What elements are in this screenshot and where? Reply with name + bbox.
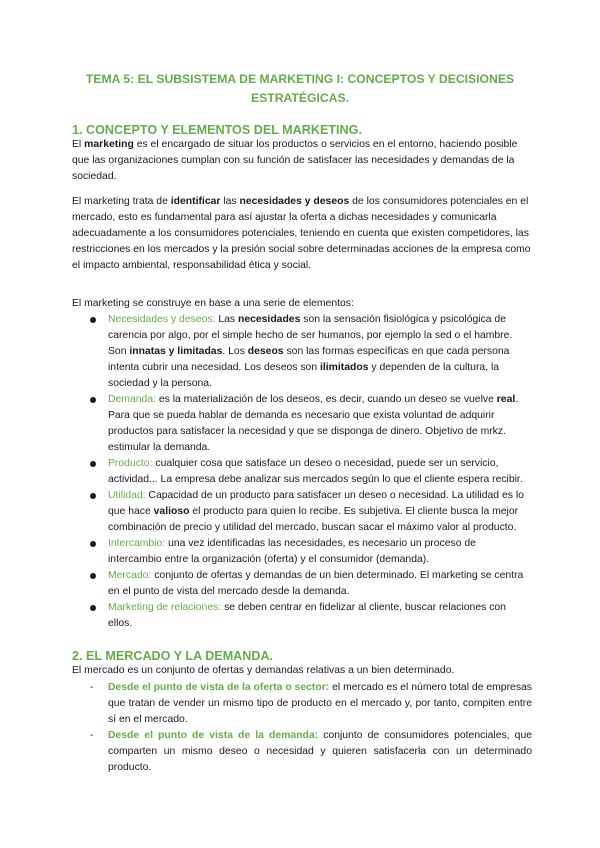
term-mercado: Mercado: (108, 570, 152, 581)
section-2-heading: 2. EL MERCADO Y LA DEMANDA. (72, 649, 274, 663)
term-necesidades: Necesidades y deseos: (108, 314, 216, 325)
item-bold: real (496, 394, 516, 405)
section-1-heading: 1. CONCEPTO Y ELEMENTOS DEL MARKETING. (72, 123, 362, 137)
document-title: TEMA 5: EL SUBSISTEMA DE MARKETING I: CONCEPTOS Y DECISIONES ESTRATÉGICAS. (85, 72, 515, 105)
item-text: cualquier cosa que satisface un deseo o necesidad, puede ser un servicio, actividad... La empresa debe analizar sus mercados según lo que el cliente espera recibir. (108, 458, 523, 485)
term-demanda-punto: Desde el punto de vista de la demanda: (108, 730, 319, 741)
item-text: una vez identificadas las necesidades, es necesario un proceso de intercambio entre la organización (oferta) y el consumidor (demanda). (108, 538, 476, 565)
s1-paragraph-1 (72, 137, 532, 185)
bullet-icon (90, 461, 96, 467)
list-item-oferta (90, 680, 532, 728)
s1-p1-text-a: El (72, 139, 85, 150)
bullet-icon (90, 573, 96, 579)
term-intercambio: Intercambio: (108, 538, 166, 549)
item-text: se deben centrar en fidelizar al cliente, buscar relaciones con ellos. (108, 602, 506, 629)
s2-paragraph-1: El mercado es un conjunto de ofertas y demandas relativas a un bien determinado. (72, 665, 455, 676)
item-text: son las formas específicas en que cada persona intenta cubrir una necesidad. Los deseos son (108, 346, 510, 373)
item-text: . Los (222, 346, 248, 357)
item-text: . Para que se pueda hablar de demanda es necesario que exista voluntad de adquirir productos para satisfacer la necesidad y que se disponga de dinero. Objetivo de mrkz. estimular la demanda. (108, 394, 519, 453)
s1-p2-text-c: las (220, 196, 240, 207)
item-bold: ilimitados (320, 362, 369, 373)
item-text: el mercado es el número total de empresas que tratan de vender un mismo tipo de producto en el mercado y, por tanto, compiten entre sí en el mercado. (108, 682, 532, 725)
bullet-icon (90, 397, 96, 403)
s1-p2-text-a: El marketing trata de (72, 196, 171, 207)
item-text: el producto para quien lo recibe. Es subjetiva. El cliente busca la mejor combinación de precio y utilidad del mercado, buscan sacar el máximo valor al producto. (108, 506, 519, 533)
list-item-mercado (90, 568, 532, 600)
elements-list (90, 312, 532, 632)
bullet-icon (90, 605, 96, 611)
dash-icon: - (90, 682, 94, 693)
item-text: conjunto de consumidores potenciales, que comparten un mismo deseo o necesidad y quieren satisfacerla con un determinado producto. (108, 730, 532, 773)
list-item-utilidad (90, 488, 532, 536)
term-demanda: Demanda: (108, 394, 156, 405)
item-text: y dependen de la cultura, la sociedad y la persona. (108, 362, 500, 389)
list-item-producto (90, 456, 532, 488)
list-item-demanda-punto (90, 728, 532, 776)
item-bold: deseos (247, 346, 284, 357)
item-bold: valioso (153, 506, 190, 517)
s1-paragraph-2 (72, 194, 532, 274)
s1-p2-bold-necesidades: necesidades y deseos (239, 196, 350, 207)
bullet-icon (90, 493, 96, 499)
list-item-intercambio (90, 536, 532, 568)
bullet-icon (90, 317, 96, 323)
s1-p2-text-e: de los consumidores potenciales en el mercado, esto es fundamental para así ajustar la oferta a dichas necesidades y comunicarla adecuadamente a los consumidores potenciales, teniendo en cuenta que existen competidores, las restricciones en los mercados y la presión social sobre determinadas acciones de la empresa como el impacto ambiental, responsabilidad ética y social. (72, 196, 531, 271)
item-text: es la materialización de los deseos, es decir, cuando un deseo se vuelve (155, 394, 497, 405)
s1-p1-bold-marketing: marketing (84, 139, 134, 150)
s1-p2-bold-identificar: identificar (170, 196, 221, 207)
term-producto: Producto: (108, 458, 153, 469)
item-text: Las (215, 314, 238, 325)
list-item-marketing-relaciones (90, 600, 532, 632)
list-item-necesidades (90, 312, 532, 392)
market-list (90, 680, 532, 776)
term-oferta: Desde el punto de vista de la oferta o sector: (108, 682, 330, 693)
item-bold: necesidades (237, 314, 301, 325)
term-utilidad: Utilidad: (108, 490, 146, 501)
bullet-icon (90, 541, 96, 547)
item-text: son la sensación fisiológica y psicológica de carencia por algo, por el simple hecho de ser humanos, por ejemplo la sed o el hambre. Son (108, 314, 513, 357)
item-text: conjunto de ofertas y demandas de un bien determinado. El marketing se centra en el punto de vista del mercado desde la demanda. (108, 570, 524, 597)
item-text: Capacidad de un producto para satisfacer un deseo o necesidad. La utilidad es lo que hace (108, 490, 524, 517)
s1-paragraph-3: El marketing se construye en base a una serie de elementos: (72, 298, 354, 309)
s1-p1-text-c: es el encargado de situar los productos o servicios en el entorno, haciendo posible que las organizaciones cumplan con su función de satisfacer las necesidades y demandas de la sociedad. (72, 139, 518, 182)
dash-icon: - (90, 730, 94, 741)
item-bold: innatas y limitadas (129, 346, 223, 357)
term-marketing-relaciones: Marketing de relaciones: (108, 602, 222, 613)
list-item-demanda (90, 392, 532, 456)
